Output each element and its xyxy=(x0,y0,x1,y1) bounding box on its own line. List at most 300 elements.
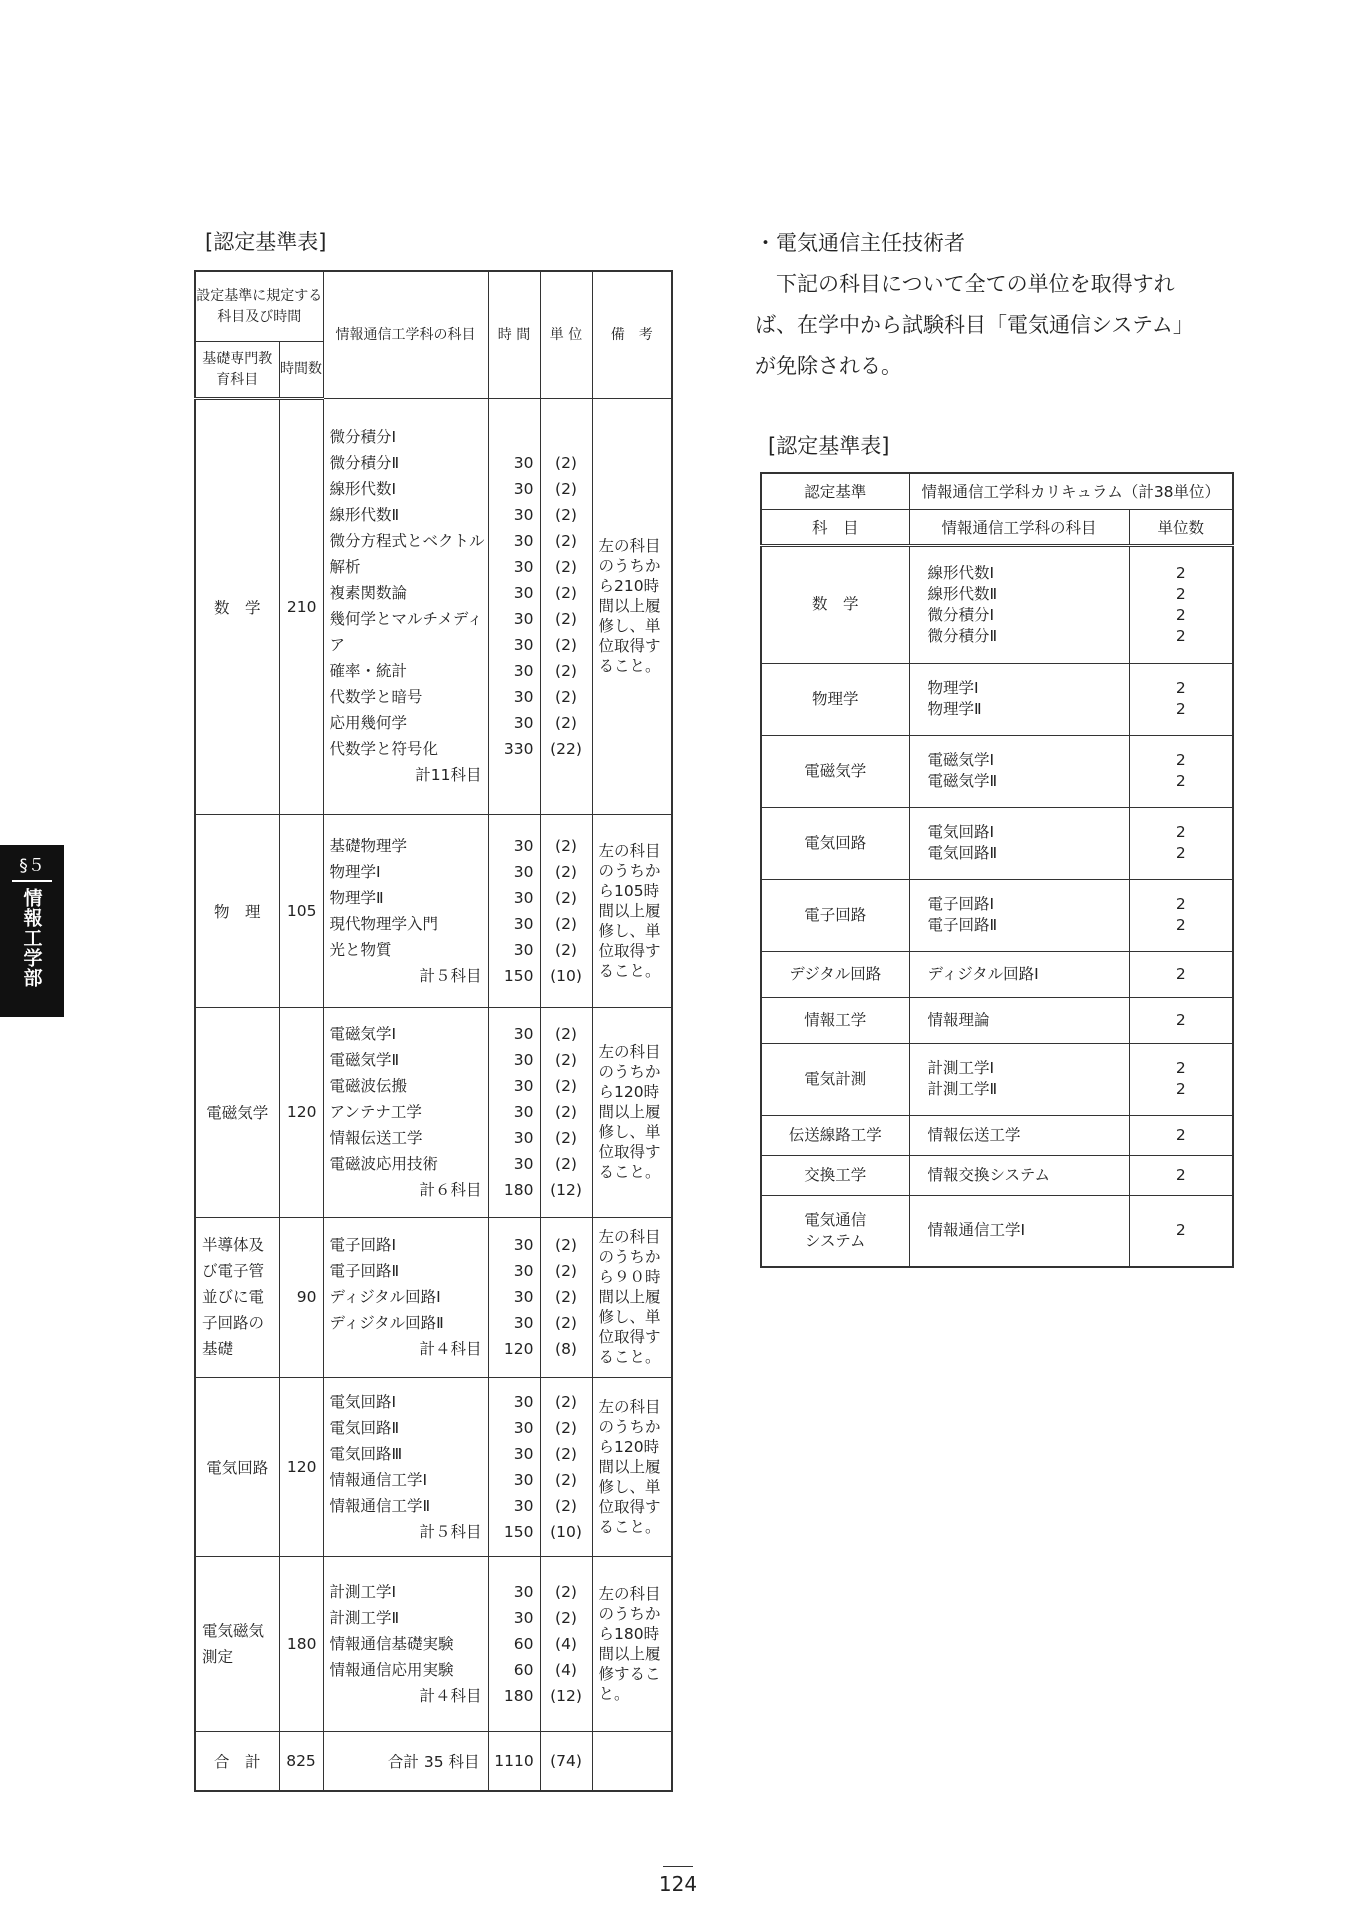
criteria-row xyxy=(761,663,1233,735)
subject-hours: 30 xyxy=(513,532,534,551)
criteria-label xyxy=(761,1043,909,1115)
subject-credits: (2) xyxy=(555,1445,577,1464)
remarks-line: 修し、単 xyxy=(598,1308,661,1327)
remarks-line: 位取得す xyxy=(598,1143,661,1162)
subject-credits: (2) xyxy=(555,636,577,655)
subject-hours: 30 xyxy=(513,836,534,855)
credit-value: 2 xyxy=(1175,1080,1186,1098)
subject-credits: (2) xyxy=(555,714,577,733)
subject-name: 電気回路Ⅲ xyxy=(329,1445,403,1464)
subject-hours: 30 xyxy=(513,688,534,707)
criteria-label-line: 数 学 xyxy=(811,595,859,613)
subject-name: 線形代数Ⅱ xyxy=(329,506,400,525)
category-cell: 電気回路 xyxy=(195,1378,279,1557)
subject-hours: 30 xyxy=(513,636,534,655)
subject-total: 計５科目 xyxy=(419,966,482,985)
subject-name: 電気回路Ⅱ xyxy=(329,1419,400,1438)
remarks-line: のうちか xyxy=(598,861,661,880)
page-number-rule xyxy=(663,1866,693,1867)
subject-hours: 30 xyxy=(513,662,534,681)
course-list xyxy=(909,951,1129,997)
remarks-line: ら105時 xyxy=(598,881,660,900)
criteria-row xyxy=(761,997,1233,1043)
subject-credits: (2) xyxy=(555,1393,577,1412)
credit-value: 2 xyxy=(1175,563,1186,582)
subject-hours: 30 xyxy=(513,940,534,959)
subject-credits-list xyxy=(540,814,592,1008)
remarks-line: のうちか xyxy=(598,1248,661,1267)
total-credits: (10) xyxy=(550,966,582,985)
total-hours: 150 xyxy=(503,966,534,985)
section-divider xyxy=(12,880,52,882)
subject-hours: 30 xyxy=(513,506,534,525)
subject-credits-list xyxy=(540,1217,592,1378)
subject-credits-list xyxy=(540,399,592,815)
subject-name: 確率・統計 xyxy=(329,662,408,681)
subject-list xyxy=(323,1378,488,1557)
remarks-line: 左の科目 xyxy=(598,1585,661,1604)
subject-credits: (2) xyxy=(555,662,577,681)
subject-name: 物理学Ⅱ xyxy=(329,888,384,907)
remarks-line: 左の科目 xyxy=(598,1228,661,1247)
remarks-cell xyxy=(592,1217,672,1378)
remarks-line: ら９０時 xyxy=(598,1268,661,1287)
remarks-line: ら120時 xyxy=(598,1438,660,1457)
remarks-line: 間以上履 xyxy=(598,1458,661,1477)
course-list xyxy=(909,1195,1129,1267)
remarks-line: 位取得す xyxy=(598,1328,661,1347)
subject-hours: 30 xyxy=(513,558,534,577)
subject-group-row xyxy=(195,814,672,1008)
credit-value: 2 xyxy=(1175,844,1186,862)
category-hours: 120 xyxy=(279,1008,323,1217)
sum-total-hours: 1110 xyxy=(488,1732,540,1791)
section-label: 情報工学部 xyxy=(20,888,43,988)
criteria-label-line: システム xyxy=(805,1231,866,1250)
sum-subjects: 合計 35 科目 xyxy=(323,1732,488,1791)
criteria-label xyxy=(761,879,909,951)
remarks-line: ること。 xyxy=(598,1518,661,1537)
credit-value: 2 xyxy=(1175,679,1186,697)
criteria-label xyxy=(761,807,909,879)
criteria-label xyxy=(761,997,909,1043)
subject-credits: (2) xyxy=(555,1129,577,1148)
header-course: 情報通信工学科の科目 xyxy=(909,509,1129,545)
subject-hours: 30 xyxy=(513,1262,534,1281)
subject-hours: 30 xyxy=(513,1609,534,1628)
subject-hours: 30 xyxy=(513,1236,534,1255)
category-cell xyxy=(195,1556,279,1731)
subject-list xyxy=(323,1217,488,1378)
criteria-row xyxy=(761,545,1233,663)
description-line-1: 下記の科目について全ての単位を取得すれ xyxy=(755,272,1175,296)
course-name: ディジタル回路Ⅰ xyxy=(927,964,1039,983)
total-hours: 180 xyxy=(503,1181,534,1200)
subject-name: 物理学Ⅰ xyxy=(329,862,381,881)
criteria-row xyxy=(761,951,1233,997)
credit-value: 2 xyxy=(1175,751,1186,769)
remarks-cell xyxy=(592,1008,672,1217)
remarks-line: 修し、単 xyxy=(598,617,661,636)
remarks-line: 間以上履 xyxy=(598,1288,661,1307)
credit-list xyxy=(1129,663,1233,735)
subject-total: 計６科目 xyxy=(419,1181,482,1200)
category-cell: 物 理 xyxy=(195,814,279,1008)
category-hours: 105 xyxy=(279,814,323,1008)
criteria-row xyxy=(761,1043,1233,1115)
criteria-label xyxy=(761,1195,909,1267)
credit-list xyxy=(1129,545,1233,663)
subject-credits: (2) xyxy=(555,1077,577,1096)
criteria-label-line: 交換工学 xyxy=(804,1165,867,1184)
sum-hours: 825 xyxy=(279,1732,323,1791)
category-hours: 120 xyxy=(279,1378,323,1557)
subject-credits: (4) xyxy=(555,1635,577,1654)
subject-name: 電磁気学Ⅱ xyxy=(329,1051,400,1070)
remarks-line: のうちか xyxy=(598,557,661,576)
subject-credits: (2) xyxy=(555,1314,577,1333)
subject-credits: (2) xyxy=(555,532,577,551)
header-criteria: 認定基準 xyxy=(761,473,909,509)
course-name: 物理学Ⅱ xyxy=(927,700,982,718)
course-name: 電子回路Ⅰ xyxy=(927,895,995,913)
subject-hours: 30 xyxy=(513,888,534,907)
subject-list xyxy=(323,399,488,815)
course-list xyxy=(909,545,1129,663)
subject-group-row xyxy=(195,1378,672,1557)
subject-hours: 30 xyxy=(513,480,534,499)
subject-credits-list xyxy=(540,1556,592,1731)
right-table-heading: [認定基準表] xyxy=(768,434,890,458)
category-hours: 90 xyxy=(279,1217,323,1378)
category-line: び電子管 xyxy=(202,1262,265,1281)
criteria-row xyxy=(761,807,1233,879)
category-hours: 180 xyxy=(279,1556,323,1731)
subject-credits: (2) xyxy=(555,688,577,707)
header-credits: 単 位 xyxy=(540,271,592,399)
course-name: 情報理論 xyxy=(927,1010,990,1029)
subject-name: 電気回路Ⅰ xyxy=(329,1393,397,1412)
subject-credits: (2) xyxy=(555,1103,577,1122)
criteria-label-line: 電子回路 xyxy=(804,905,867,924)
remarks-line: 間以上履 xyxy=(598,597,661,616)
credit-list xyxy=(1129,951,1233,997)
course-list xyxy=(909,1115,1129,1155)
credit-list xyxy=(1129,997,1233,1043)
remarks-line: ること。 xyxy=(598,961,661,980)
criteria-row xyxy=(761,735,1233,807)
subject-credits: (2) xyxy=(555,1236,577,1255)
subject-name: アンテナ工学 xyxy=(329,1103,422,1122)
total-hours: 330 xyxy=(503,740,534,759)
header-base-hours: 時間数 xyxy=(279,342,323,399)
subject-credits: (2) xyxy=(555,1051,577,1070)
remarks-line: 左の科目 xyxy=(598,841,661,860)
subject-hours-list xyxy=(488,1556,540,1731)
course-name: 電磁気学Ⅰ xyxy=(927,751,995,769)
sum-remarks xyxy=(592,1732,672,1791)
subject-name: 光と物質 xyxy=(329,940,392,959)
subject-credits: (2) xyxy=(555,1025,577,1044)
course-name: 計測工学Ⅱ xyxy=(927,1080,998,1098)
subject-credits: (2) xyxy=(555,558,577,577)
description-line-2: ば、在学中から試験科目「電気通信システム」 xyxy=(755,313,1194,337)
course-name: 情報伝送工学 xyxy=(927,1125,1021,1144)
subject-name: 情報通信基礎実験 xyxy=(329,1635,454,1654)
course-list xyxy=(909,1155,1129,1195)
subject-hours: 60 xyxy=(513,1661,534,1680)
credit-list xyxy=(1129,1043,1233,1115)
course-list xyxy=(909,735,1129,807)
subject-credits: (2) xyxy=(555,1155,577,1174)
course-name: 電磁気学Ⅱ xyxy=(927,772,998,790)
subject-hours: 30 xyxy=(513,1419,534,1438)
credit-value: 2 xyxy=(1175,1125,1186,1144)
criteria-row xyxy=(761,1115,1233,1155)
remarks-line: 間以上履 xyxy=(598,1645,661,1664)
subject-group-row xyxy=(195,1556,672,1731)
subject-name: 電子回路Ⅱ xyxy=(329,1262,400,1281)
subject-name: 計測工学Ⅰ xyxy=(329,1583,397,1602)
subject-hours: 30 xyxy=(513,1155,534,1174)
credit-value: 2 xyxy=(1175,964,1186,983)
credit-value: 2 xyxy=(1175,1059,1186,1077)
remarks-line: 位取得す xyxy=(598,1498,661,1517)
remarks-line: 左の科目 xyxy=(598,1043,661,1062)
course-name: 電気回路Ⅱ xyxy=(927,844,998,862)
subject-hours: 30 xyxy=(513,1288,534,1307)
header-hours: 時 間 xyxy=(488,271,540,399)
subject-list xyxy=(323,1008,488,1217)
criteria-row xyxy=(761,879,1233,951)
subject-name: 基礎物理学 xyxy=(329,836,408,855)
category-cell xyxy=(195,1217,279,1378)
criteria-label xyxy=(761,735,909,807)
criteria-label xyxy=(761,951,909,997)
subject-name: ディジタル回路Ⅱ xyxy=(329,1314,444,1333)
remarks-line: 位取得す xyxy=(598,637,661,656)
subject-name: 代数学と暗号 xyxy=(329,688,423,707)
category-line: 電気磁気 xyxy=(202,1622,265,1641)
subject-credits: (2) xyxy=(555,836,577,855)
remarks-line: のうちか xyxy=(598,1418,661,1437)
subject-credits-list xyxy=(540,1008,592,1217)
remarks-line: 左の科目 xyxy=(598,537,661,556)
left-table-heading: [認定基準表] xyxy=(205,230,327,254)
subject-hours: 30 xyxy=(513,1103,534,1122)
subject-hours: 60 xyxy=(513,1635,534,1654)
subject-total: 計４科目 xyxy=(419,1340,482,1359)
subject-credits: (2) xyxy=(555,1419,577,1438)
header-curriculum: 情報通信工学科カリキュラム（計38単位） xyxy=(909,473,1233,509)
remarks-line: 修し、単 xyxy=(598,1478,661,1497)
criteria-label-line: 電気回路 xyxy=(804,833,867,852)
remarks-line: ること。 xyxy=(598,1163,661,1182)
subject-hours: 30 xyxy=(513,1393,534,1412)
subject-name: 微分積分Ⅰ xyxy=(329,428,397,447)
category-line: 半導体及 xyxy=(202,1236,265,1255)
remarks-line: と。 xyxy=(598,1685,630,1704)
subject-name: 情報通信応用実験 xyxy=(329,1661,454,1680)
credit-value: 2 xyxy=(1175,772,1186,790)
credit-list xyxy=(1129,1115,1233,1155)
subject-credits: (2) xyxy=(555,1609,577,1628)
course-name: 情報通信工学Ⅰ xyxy=(927,1221,1026,1240)
credit-list xyxy=(1129,735,1233,807)
subject-name: ディジタル回路Ⅰ xyxy=(329,1288,441,1307)
subject-credits: (2) xyxy=(555,1583,577,1602)
subject-group-row xyxy=(195,1008,672,1217)
subject-name: 代数学と符号化 xyxy=(329,740,439,759)
section-number: §５ xyxy=(19,856,45,876)
subject-list xyxy=(323,1556,488,1731)
course-list xyxy=(909,1043,1129,1115)
category-line: 子回路の xyxy=(202,1314,265,1333)
course-name: 線形代数Ⅱ xyxy=(927,584,998,603)
certification-table-right xyxy=(760,472,1234,1268)
subject-hours: 30 xyxy=(513,1471,534,1490)
subject-name: 電子回路Ⅰ xyxy=(329,1236,397,1255)
subject-name: 微分方程式とベクトル解析 xyxy=(329,532,485,577)
remarks-cell xyxy=(592,1378,672,1557)
page-number: 124 xyxy=(658,1872,698,1896)
subject-credits: (2) xyxy=(555,862,577,881)
course-name: 線形代数Ⅰ xyxy=(927,563,995,582)
subject-credits: (2) xyxy=(555,940,577,959)
subject-name: 電磁波伝搬 xyxy=(329,1077,408,1096)
credit-value: 2 xyxy=(1175,1010,1186,1029)
criteria-label xyxy=(761,663,909,735)
category-line: 基礎 xyxy=(202,1340,234,1359)
category-hours: 210 xyxy=(279,399,323,815)
total-credits: (8) xyxy=(555,1340,577,1359)
remarks-line: のうちか xyxy=(598,1605,661,1624)
remarks-line: のうちか xyxy=(598,1063,661,1082)
subject-credits: (2) xyxy=(555,1471,577,1490)
remarks-line: 修するこ xyxy=(598,1665,661,1684)
subject-credits: (2) xyxy=(555,506,577,525)
credit-list xyxy=(1129,807,1233,879)
criteria-label xyxy=(761,1155,909,1195)
course-list xyxy=(909,663,1129,735)
credit-value: 2 xyxy=(1175,605,1186,624)
criteria-label xyxy=(761,545,909,663)
subject-name: 複素関数論 xyxy=(329,584,408,603)
subject-hours-list xyxy=(488,814,540,1008)
subject-name: 電磁気学Ⅰ xyxy=(329,1025,397,1044)
course-name: 電気回路Ⅰ xyxy=(927,823,995,841)
remarks-line: 左の科目 xyxy=(598,1398,661,1417)
subject-hours: 30 xyxy=(513,1583,534,1602)
subject-group-row xyxy=(195,399,672,815)
remarks-line: ら210時 xyxy=(598,577,660,596)
header-group-label: 設定基準に規定する科目及び時間 xyxy=(195,271,323,342)
subject-list xyxy=(323,814,488,1008)
course-name: 微分積分Ⅰ xyxy=(927,605,995,624)
course-list xyxy=(909,807,1129,879)
remarks-line: 位取得す xyxy=(598,941,661,960)
subject-group-row xyxy=(195,1217,672,1378)
remarks-line: ら120時 xyxy=(598,1083,660,1102)
subject-name: 幾何学とマルチメディア xyxy=(329,610,483,655)
subject-hours: 30 xyxy=(513,1077,534,1096)
section-side-tab xyxy=(0,845,64,1017)
subject-hours: 30 xyxy=(513,1445,534,1464)
remarks-line: 間以上履 xyxy=(598,1103,661,1122)
subject-credits: (4) xyxy=(555,1661,577,1680)
total-credits: (12) xyxy=(550,1687,582,1706)
total-hours: 120 xyxy=(503,1340,534,1359)
subject-name: 現代物理学入門 xyxy=(329,914,439,933)
criteria-label-line: 物理学 xyxy=(811,689,859,708)
category-cell: 電磁気学 xyxy=(195,1008,279,1217)
criteria-label-line: 伝送線路工学 xyxy=(788,1125,882,1144)
remarks-line: ら180時 xyxy=(598,1625,660,1644)
header-subject: 科 目 xyxy=(761,509,909,545)
criteria-label xyxy=(761,1115,909,1155)
subject-hours: 30 xyxy=(513,610,534,629)
total-hours: 180 xyxy=(503,1687,534,1706)
subject-hours: 30 xyxy=(513,914,534,933)
remarks-cell xyxy=(592,399,672,815)
course-name: 微分積分Ⅱ xyxy=(927,626,998,645)
subject-credits: (2) xyxy=(555,1497,577,1516)
criteria-label-line: 電気通信 xyxy=(804,1210,867,1229)
sum-total-credits: (74) xyxy=(540,1732,592,1791)
header-subject: 情報通信工学科の科目 xyxy=(323,271,488,399)
criteria-row xyxy=(761,1195,1233,1267)
subject-credits-list xyxy=(540,1378,592,1557)
remarks-cell xyxy=(592,1556,672,1731)
subject-hours: 30 xyxy=(513,1314,534,1333)
subject-credits: (2) xyxy=(555,454,577,473)
credit-value: 2 xyxy=(1175,1165,1186,1184)
subject-name: 情報伝送工学 xyxy=(329,1129,423,1148)
credit-value: 2 xyxy=(1175,916,1186,934)
criteria-label-line: 情報工学 xyxy=(804,1010,867,1029)
subject-name: 計測工学Ⅱ xyxy=(329,1609,400,1628)
criteria-row xyxy=(761,1155,1233,1195)
remarks-line: 修し、単 xyxy=(598,1123,661,1142)
credit-list xyxy=(1129,879,1233,951)
subject-hours-list xyxy=(488,1008,540,1217)
criteria-label-line: 電磁気学 xyxy=(804,761,867,780)
subject-hours-list xyxy=(488,399,540,815)
credit-value: 2 xyxy=(1175,584,1186,603)
criteria-label-line: デジタル回路 xyxy=(789,964,882,983)
subject-total: 計５科目 xyxy=(419,1523,482,1542)
subject-credits: (2) xyxy=(555,584,577,603)
subject-hours-list xyxy=(488,1217,540,1378)
total-credits: (22) xyxy=(550,740,582,759)
subject-hours: 30 xyxy=(513,1497,534,1516)
total-credits: (10) xyxy=(550,1523,582,1542)
credit-list xyxy=(1129,1155,1233,1195)
total-hours: 150 xyxy=(503,1523,534,1542)
subject-name: 情報通信工学Ⅱ xyxy=(329,1497,431,1516)
category-cell: 数 学 xyxy=(195,399,279,815)
credit-value: 2 xyxy=(1175,626,1186,645)
subject-credits: (2) xyxy=(555,610,577,629)
subject-name: 電磁波応用技術 xyxy=(329,1155,439,1174)
subject-hours-list xyxy=(488,1378,540,1557)
remarks-line: 間以上履 xyxy=(598,901,661,920)
subject-total: 計４科目 xyxy=(419,1687,482,1706)
course-name: 情報交換システム xyxy=(927,1165,1050,1184)
certification-table-left xyxy=(194,270,673,1792)
credit-value: 2 xyxy=(1175,700,1186,718)
course-list xyxy=(909,879,1129,951)
